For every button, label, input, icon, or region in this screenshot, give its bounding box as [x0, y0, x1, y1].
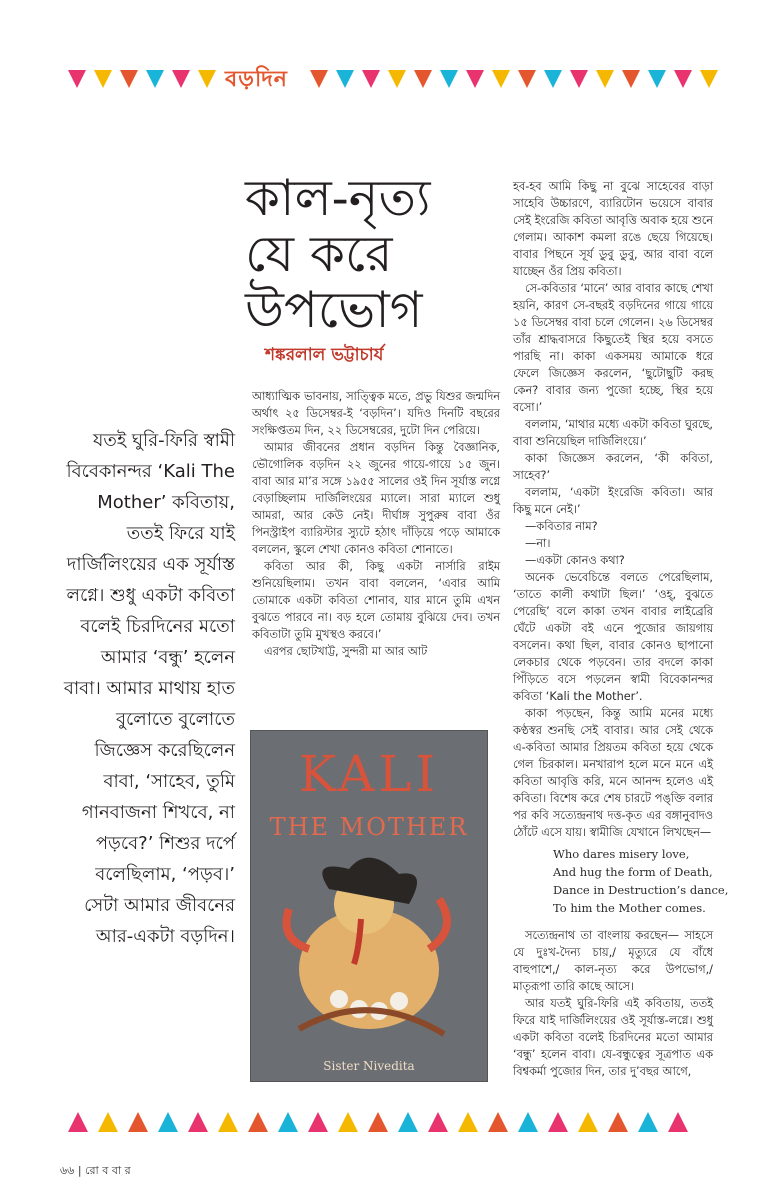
- triangle-icon: [368, 1112, 388, 1132]
- top-decorative-band: [68, 68, 708, 92]
- triangle-icon: [336, 70, 354, 88]
- paragraph: সত্যেন্দ্রনাথ তা বাংলায় করছেন— সাহসে যে দুঃখ-দৈন্য চায়,/ মৃত্যুরে যে বাঁধে বাহুপাশে,/ কাল-নৃত্য করে উপভোগ,/ মাতৃরূপা তারি কাছে আসে।: [513, 929, 713, 993]
- paragraph: বললাম, ‘একটা ইংরেজি কবিতা। আর কিছু মনে নেই।’: [513, 486, 713, 516]
- author-byline: শঙ্করলাল ভট্টাচার্য: [265, 345, 384, 365]
- triangle-icon: [544, 70, 562, 88]
- paragraph: অনেক ভেবেচিন্তে বলতে পেরেছিলাম, ‘তাতে কালী কথাটা ছিল।’ ‘ওহ্‌, বুঝতে পেরেছি’ বলে কাকা তখন বাবার লাইব্রেরি ঘেঁটে একটা বই এনে পুজোর জায়গায় বসলেন। কথা ছিল, বাবার কোনও ছাপানো লেকচার থেকে পড়বেন। তার বদলে কাকা পিঁড়িতে বসে পড়লেন স্বামী বিবেকানন্দর কবিতা ‘Kali the Mother’.: [513, 571, 713, 703]
- triangle-icon: [414, 70, 432, 88]
- paragraph: —একটা কোনও কথা?: [525, 554, 625, 567]
- poem-line: To him the Mother comes.: [553, 901, 706, 915]
- paragraph: আর যতই ঘুরি-ফিরি এই কবিতায়, ততই ফিরে যাই দার্জিলিংয়ের ওই সূর্যাস্ত-লগ্নে। শুধু একটা কবিতা বলেই চিরদিনের মতো আমার ‘বন্ধু’ হলেন বাবা। যে-বন্ধুত্বের সূত্রপাত এক বিশ্বকর্মা পুজোর দিন, তার দু’বছর আগে,: [513, 997, 713, 1078]
- triangle-icon: [596, 70, 614, 88]
- triangle-icon: [638, 1112, 658, 1132]
- left-triangle-row: [68, 70, 216, 88]
- triangle-icon: [218, 1112, 238, 1132]
- page-footer: [60, 1162, 131, 1181]
- section-title: বড়দিন: [217, 62, 296, 99]
- triangle-icon: [128, 1112, 148, 1132]
- pull-quote: [60, 425, 235, 952]
- triangle-icon: [668, 1112, 688, 1132]
- triangle-icon: [338, 1112, 358, 1132]
- paragraph: আধ্যাত্মিক ভাবনায়, সাত্ত্বিক মতে, প্রভু যিশুর জন্মদিন অর্থাৎ ২৫ ডিসেম্বর-ই ‘বড়দিন’। যদিও দিনটি বছরের সংক্ষিপ্ততম দিন, ২২ ডিসেম্বরের, দুটো দিন পেরিয়ে।: [252, 390, 500, 437]
- headline-line: যে করে: [245, 225, 393, 283]
- triangle-icon: [440, 70, 458, 88]
- middle-column: [252, 388, 500, 660]
- paragraph: এরপর ছোটখাট্ট, সুন্দরী মা আর আট: [264, 645, 428, 658]
- triangle-icon: [458, 1112, 478, 1132]
- poem-line: Dance in Destruction’s dance,: [553, 883, 729, 897]
- paragraph: —না।: [525, 537, 551, 550]
- publication-name: রো ব বা র: [85, 1164, 131, 1177]
- book-cover-image: [250, 730, 488, 1082]
- headline-line: কাল-নৃত্য: [245, 169, 431, 227]
- book-title: KALI: [298, 745, 440, 803]
- book-subtitle: THE MOTHER: [269, 813, 469, 841]
- bottom-decorative-band: [68, 1112, 688, 1132]
- triangle-icon: [492, 70, 510, 88]
- book-author: Sister Nivedita: [323, 1059, 415, 1073]
- triangle-icon: [362, 70, 380, 88]
- headline-line: উপভোগ: [245, 281, 423, 339]
- triangle-icon: [570, 70, 588, 88]
- triangle-icon: [488, 1112, 508, 1132]
- triangle-icon: [278, 1112, 298, 1132]
- poem-line: Who dares misery love,: [553, 847, 690, 861]
- triangle-icon: [98, 1112, 118, 1132]
- headline: [245, 170, 505, 338]
- triangle-icon: [548, 1112, 568, 1132]
- triangle-icon: [310, 70, 328, 88]
- triangle-icon: [578, 1112, 598, 1132]
- triangle-icon: [94, 70, 112, 88]
- paragraph: বললাম, ‘মাথার মধ্যে একটা কবিতা ঘুরছে, বাবা শুনিয়েছিল দার্জিলিংয়ে।’: [513, 418, 713, 448]
- triangle-icon: [68, 70, 86, 88]
- kali-illustration-icon: [269, 849, 469, 1049]
- triangle-icon: [700, 70, 718, 88]
- triangle-icon: [68, 1112, 88, 1132]
- triangle-icon: [198, 70, 216, 88]
- triangle-icon: [308, 1112, 328, 1132]
- triangle-icon: [674, 70, 692, 88]
- footer-separator: |: [77, 1164, 86, 1177]
- triangle-icon: [622, 70, 640, 88]
- triangle-icon: [608, 1112, 628, 1132]
- triangle-icon: [518, 1112, 538, 1132]
- paragraph: কাকা জিজ্ঞেস করলেন, ‘কী কবিতা, সাহেব?’: [513, 452, 713, 482]
- paragraph: —কবিতার নাম?: [525, 520, 598, 533]
- triangle-icon: [248, 1112, 268, 1132]
- triangle-icon: [466, 70, 484, 88]
- triangle-icon: [388, 70, 406, 88]
- paragraph: হব-হব আমি কিছু না বুঝে সাহেবের বাড়া সাহেবি উচ্চারণে, ব্যারিটোন ভয়েসে বাবার সেই ইংরেজি কবিতা আবৃত্তি অবাক হয়ে শুনে গেলাম। আকাশ কমলা রঙে ছেয়ে গিয়েছে। বাবার পিছনে সূর্য ডুবু ডুবু, আর বাবা বলে যাচ্ছেন ওঁর প্রিয় কবিতা।: [513, 180, 713, 278]
- triangle-icon: [146, 70, 164, 88]
- poem-line: And hug the form of Death,: [553, 865, 713, 879]
- paragraph: আমার জীবনের প্রধান বড়দিন কিন্তু বৈজ্ঞানিক, ভৌগোলিক বড়দিন ২২ জুনের গায়ে-গায়ে ১৫ জুন। বাবা আর মা’র সঙ্গে ১৯৫৫ সালের ওই দিন সূর্যাস্ত লগ্নে বেড়াচ্ছিলাম দার্জিলিংয়ের ম্যালে। সারা ম্যালে শুধু আমরা, আর কেউ নেই। দীর্ঘাঙ্গ সুপুরুষ বাবা ওঁর পিনস্ট্রাইপ ব্যারিস্টার স্যুটে হঠাৎ দাঁড়িয়ে পড়ে আমাকে বললেন, স্কুলে শেখা কোনও কবিতা শোনাতে।: [252, 441, 500, 556]
- paragraph: কবিতা আর কী, কিছু একটা নার্সারি রাইম শুনিয়েছিলাম। তখন বাবা বললেন, ‘এবার আমি তোমাকে একটা কবিতা শোনাব, যার মানে তুমি এখন বুঝতে পারবে না। বড় হলে তোমায় বুঝিয়ে দেব। তখন কবিতাটা তুমি মুখস্থও করবে।’: [252, 560, 500, 641]
- triangle-icon: [648, 70, 666, 88]
- page-number: ৬৬: [60, 1164, 75, 1177]
- triangle-icon: [158, 1112, 178, 1132]
- poem-quote: [553, 845, 729, 917]
- triangle-icon: [120, 70, 138, 88]
- right-column: [513, 178, 729, 1080]
- right-triangle-row: [310, 70, 718, 88]
- triangle-icon: [518, 70, 536, 88]
- triangle-icon: [188, 1112, 208, 1132]
- triangle-icon: [172, 70, 190, 88]
- triangle-icon: [428, 1112, 448, 1132]
- paragraph: কাকা পড়ছেন, কিন্তু আমি মনের মধ্যে কণ্ঠস্বর শুনছি সেই বাবার। আর সেই থেকে এ-কবিতা আমার প্রিয়তম কবিতা হয়ে থেকে গেল চিরকাল। মনখারাপ হলে মনে মনে এই কবিতা আবৃত্তি করি, মনে আনন্দ হলেও এই কবিতা। বিশেষ করে শেষ চারটে পঙ্‌ক্তি বলার পর কবি সত্যেন্দ্রনাথ দত্ত-কৃত এর বঙ্গানুবাদও ঠোঁটে এসে যায়। স্বামীজি যেখানে লিখছেন—: [513, 707, 713, 839]
- triangle-icon: [398, 1112, 418, 1132]
- pull-quote-text: যতই ঘুরি-ফিরি স্বামী বিবেকানন্দর ‘Kali The Mother’ কবিতায়, ততই ফিরে যাই দার্জিলিংয়ের এক সূর্যাস্ত লগ্নে। শুধু একটা কবিতা বলেই চিরদিনের মতো আমার ‘বন্ধু’ হলেন বাবা। আমার মাথায় হাত বুলোতে বুলোতে জিজ্ঞেস করেছিলেন বাবা, ‘সাহেব, তুমি গানবাজনা শিখবে, না পড়বে?’ শিশুর দর্পে বলেছিলাম, ‘পড়ব।’ সেটা আমার জীবনের আর-একটা বড়দিন।: [63, 430, 235, 947]
- paragraph: সে-কবিতার ‘মানে’ আর বাবার কাছে শেখা হয়নি, কারণ সে-বছরই বড়দিনের গায়ে গায়ে ১৫ ডিসেম্বর বাবা চলে গেলেন। ২৬ ডিসেম্বর তাঁর শ্রাদ্ধবাসরে কিছুতেই স্থির হয়ে বসতে পারছি না। কাকা একসময় আমাকে ধরে ফেলে জিজ্ঞেস করলেন, ‘ছুটোছুটি করছ কেন? বাবার জন্য পুজো হচ্ছে, স্থির হয়ে বসো।’: [513, 282, 713, 414]
